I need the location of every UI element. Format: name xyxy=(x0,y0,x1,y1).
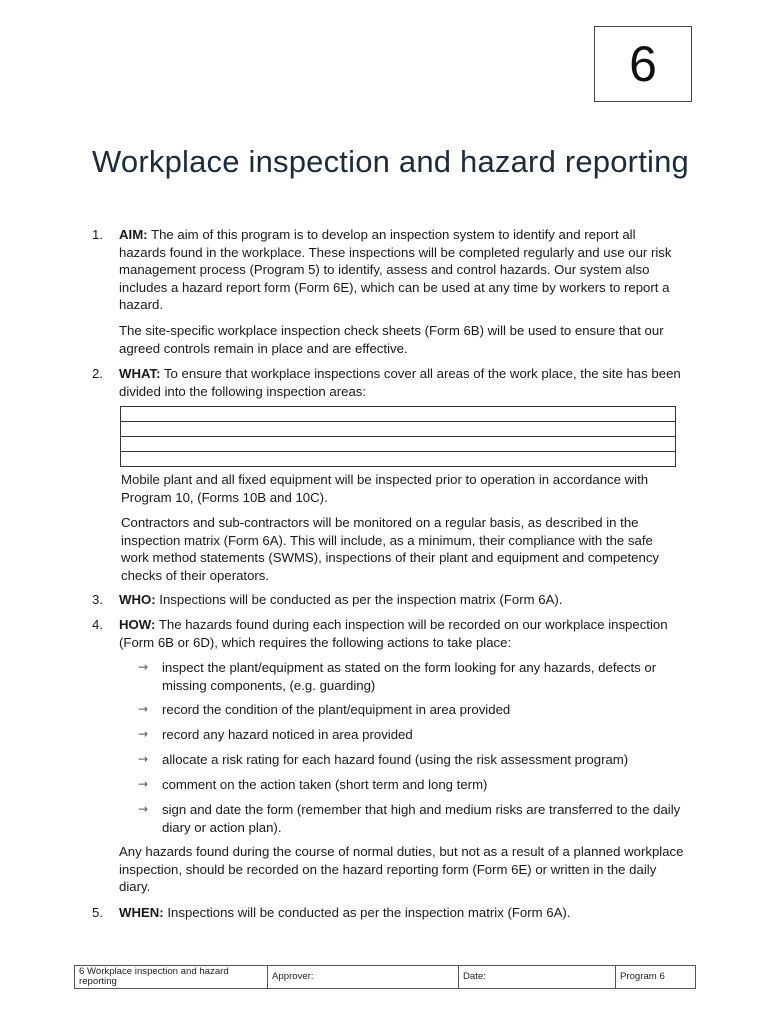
section-what xyxy=(119,365,684,400)
mobile-plant-paragraph: Mobile plant and all fixed equipment will be inspected prior to operation in accordance with Program 10, (Forms 10B and 10C). xyxy=(121,472,649,505)
inspection-areas-table xyxy=(120,406,676,467)
section-label-aim: AIM: xyxy=(119,227,148,242)
section-number-when: 5. xyxy=(92,905,103,920)
arrow-bullet-icon: → xyxy=(138,660,149,674)
page-footer xyxy=(74,965,696,989)
list-item: comment on the action taken (short term and long term) xyxy=(162,777,488,792)
section-text-how: The hazards found during each inspection will be recorded on our workplace inspection (Form 6B or 6D), which requires the following actions to take place: xyxy=(119,617,668,650)
section-text-who: Inspections will be conducted as per the inspection matrix (Form 6A). xyxy=(159,592,563,607)
inspection-area-row xyxy=(121,452,676,467)
section-number-what: 2. xyxy=(92,366,103,381)
section-label-who: WHO: xyxy=(119,592,156,607)
program-number-badge xyxy=(594,26,692,102)
footer-approver: Approver: xyxy=(268,966,459,989)
arrow-bullet-icon: → xyxy=(138,752,149,766)
section-number-who: 3. xyxy=(92,592,103,607)
section-number-aim: 1. xyxy=(92,227,103,242)
list-item: allocate a risk rating for each hazard found (using the risk assessment program) xyxy=(162,752,629,767)
list-item: record any hazard noticed in area provided xyxy=(162,727,413,742)
section-text-when: Inspections will be conducted as per the inspection matrix (Form 6A). xyxy=(167,905,571,920)
arrow-bullet-icon: → xyxy=(138,727,149,741)
inspection-area-row xyxy=(121,407,676,422)
section-text-what: To ensure that workplace inspections cover all areas of the work place, the site has been divided into the following inspection areas: xyxy=(119,366,681,399)
section-note-aim: The site-specific workplace inspection check sheets (Form 6B) will be used to ensure that our agreed controls remain in place and are effective. xyxy=(119,323,664,356)
section-aim xyxy=(119,226,684,314)
list-item: sign and date the form (remember that high and medium risks are transferred to the daily diary or action plan). xyxy=(162,802,681,835)
inspection-area-cell[interactable] xyxy=(121,422,676,437)
page-title: Workplace inspection and hazard reporting xyxy=(92,144,689,179)
list-item: record the condition of the plant/equipment in area provided xyxy=(162,702,511,717)
section-how xyxy=(119,616,684,651)
program-number: 6 xyxy=(629,36,657,92)
inspection-area-cell[interactable] xyxy=(121,452,676,467)
section-when xyxy=(119,904,684,922)
footer-doc-name: 6 Workplace inspection and hazard reporting xyxy=(75,966,268,989)
footer-program: Program 6 xyxy=(616,966,696,989)
arrow-bullet-icon: → xyxy=(138,702,149,716)
list-item: inspect the plant/equipment as stated on the form looking for any hazards, defects or missing components, (e.g. guarding) xyxy=(162,660,657,693)
hazard-reporting-paragraph: Any hazards found during the course of normal duties, but not as a result of a planned workplace inspection, should be recorded on the hazard reporting form (Form 6E) or written in the daily diary. xyxy=(119,844,684,895)
contractors-paragraph: Contractors and sub-contractors will be monitored on a regular basis, as described in the inspection matrix (Form 6A). This will include, as a minimum, their compliance with the safe work method statements (SWMS), inspections of their plant and equipment and competency checks of their operators. xyxy=(121,515,660,583)
section-label-what: WHAT: xyxy=(119,366,161,381)
section-label-how: HOW: xyxy=(119,617,156,632)
section-label-when: WHEN: xyxy=(119,905,164,920)
arrow-bullet-icon: → xyxy=(138,802,149,816)
section-text-aim: The aim of this program is to develop an inspection system to identify and report all hazards found in the workplace. These inspections will be completed regularly and use our risk management process (Program 5) to identify, assess and control hazards. Our system also includes a hazard report form (Form 6E), which can be used at any time by workers to report a hazard. xyxy=(119,227,672,313)
inspection-area-cell[interactable] xyxy=(121,437,676,452)
inspection-area-row xyxy=(121,437,676,452)
section-who xyxy=(119,591,684,609)
section-number-how: 4. xyxy=(92,617,103,632)
arrow-bullet-icon: → xyxy=(138,777,149,791)
inspection-area-row xyxy=(121,422,676,437)
inspection-area-cell[interactable] xyxy=(121,407,676,422)
footer-date: Date: xyxy=(459,966,616,989)
